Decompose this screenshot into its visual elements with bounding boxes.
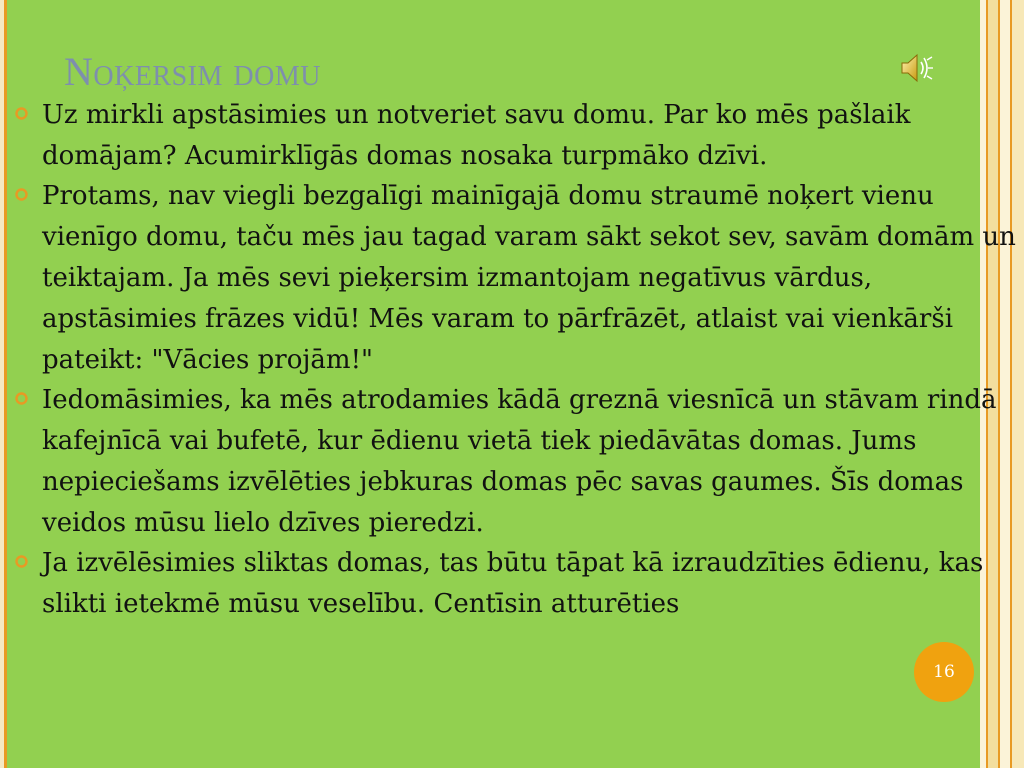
bullet-text: Uz mirkli apstāsimies un notveriet savu domu. Par ko mēs pašlaik domājam? Acumirklīgās domas nosaka turpmāko dzīvi.: [42, 100, 911, 171]
orange-ring-bullet-icon: [15, 107, 28, 120]
list-item: [14, 95, 1024, 177]
orange-ring-bullet-icon: [15, 392, 28, 405]
page-number-badge: 16: [914, 642, 974, 702]
orange-ring-bullet-icon: [15, 555, 28, 568]
orange-ring-bullet-icon: [15, 188, 28, 201]
list-item: [14, 176, 1024, 381]
bullet-list: [14, 95, 1024, 625]
list-item: [14, 380, 1024, 544]
slide-title: Noķersim domu: [64, 49, 321, 94]
bullet-text: Ja izvēlēsimies sliktas domas, tas būtu tāpat kā izraudzīties ēdienu, kas slikti ietekmē mūsu veselību. Centīsin atturēties: [42, 548, 984, 619]
speaker-sound-icon[interactable]: [898, 52, 934, 84]
list-item: [14, 543, 1024, 625]
left-accent-line: [4, 0, 7, 768]
bullet-text: Protams, nav viegli bezgalīgi mainīgajā domu straumē noķert vienu vienīgo domu, taču mēs jau tagad varam sākt sekot sev, savām domām un teiktajam. Ja mēs sevi pieķersim izmantojam negatīvus vārdus, apstāsimies frāzes vidū! Mēs varam to pārfrāzēt, atlaist vai vienkārši pateikt: "Vācies projām!": [42, 181, 1016, 375]
bullet-text: Iedomāsimies, ka mēs atrodamies kādā greznā viesnīcā un stāvam rindā kafejnīcā vai bufetē, kur ēdienu vietā tiek piedāvātas domas. Jums nepieciešams izvēlēties jebkuras domas pēc savas gaumes. Šīs domas veidos mūsu lielo dzīves pieredzi.: [42, 385, 997, 538]
